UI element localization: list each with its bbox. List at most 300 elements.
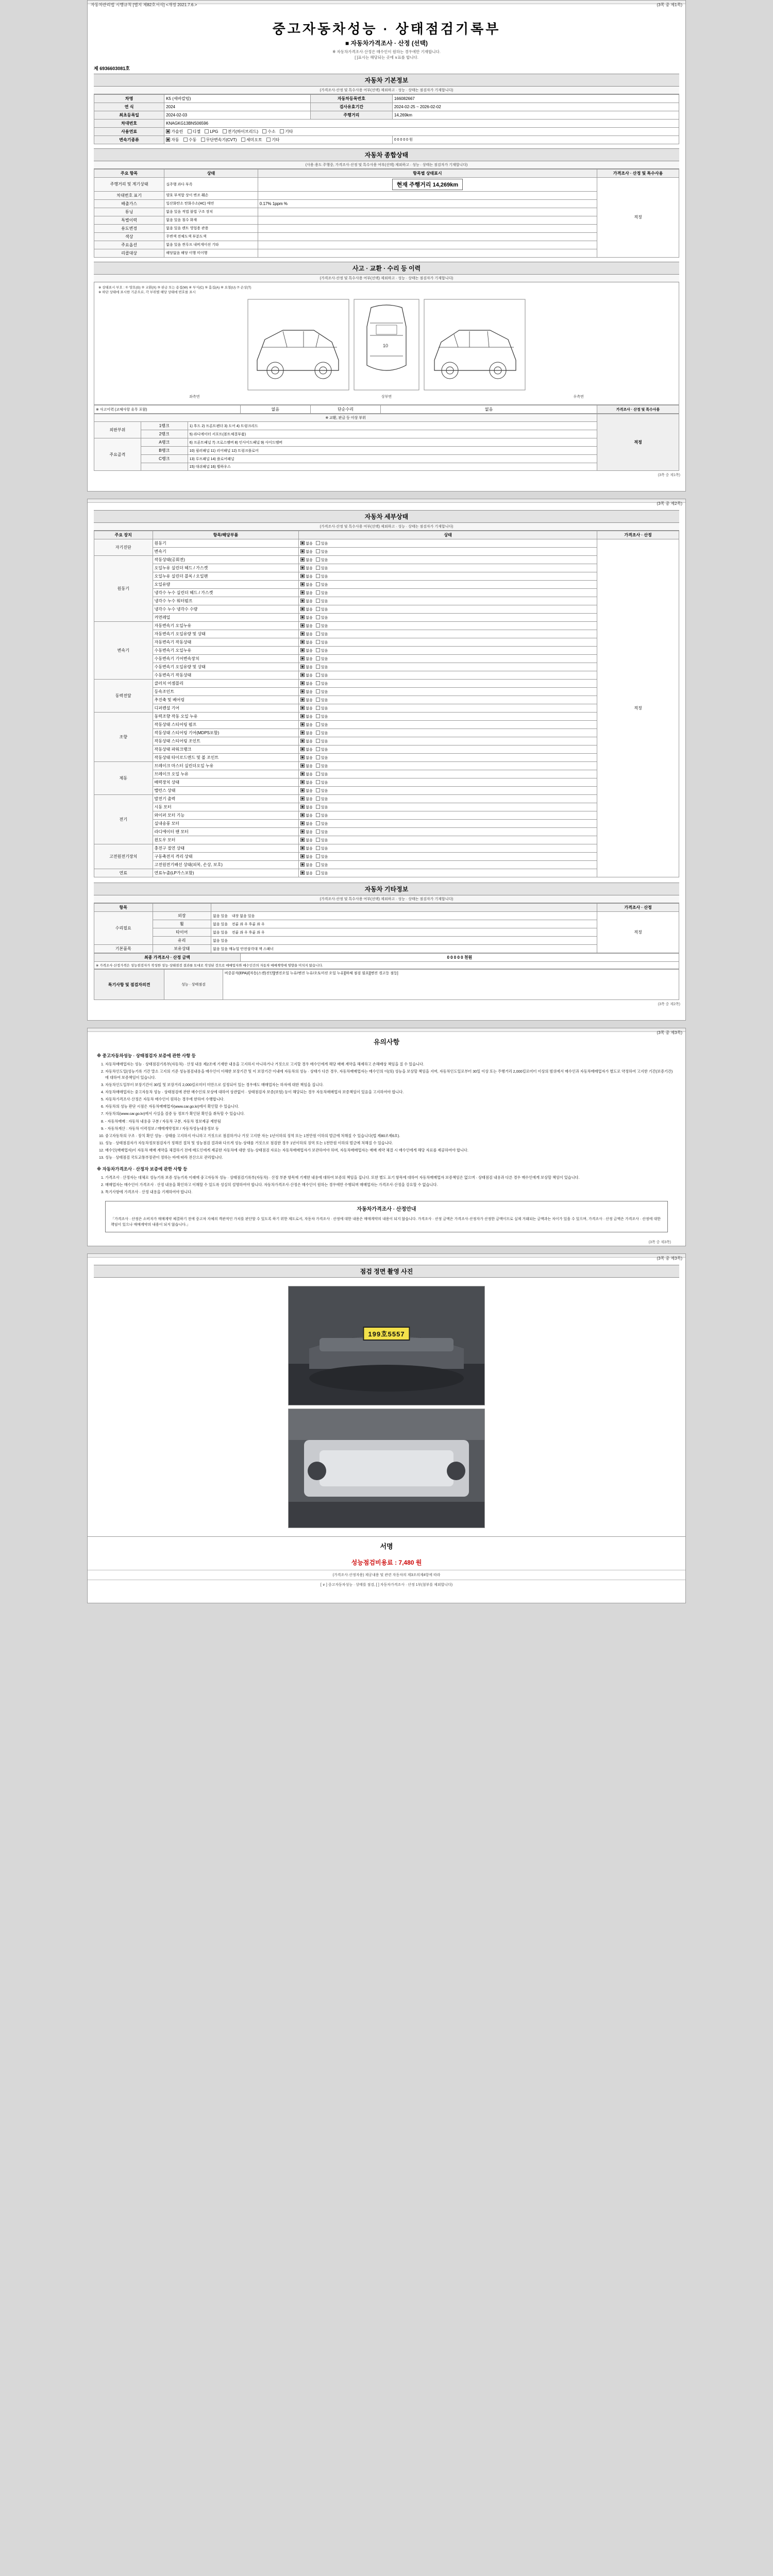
col-state: 상태 <box>164 169 258 177</box>
repair-wheel-label: 휠 <box>153 920 211 928</box>
list-item: 1. 가격조사 · 산정자는 대체로 성능기록 보증 성능기록 이래에 중고자동차 성능 · 상태점검기록부(자동차) · 산정 부분 항목에 기재한 내용에 대하여 보증의 책임을 집니다. 또한 별도 표기 항목에 대하여 자동차매매업자 보증책임은 없으며 · 상태점검 내용과 다른 경우 매수인에게 보상할 책임이 있습니다. <box>105 1175 676 1180</box>
detail-group-label: 동력전달 <box>94 680 153 713</box>
col-rating-2: 가격조사 · 산정 <box>597 531 679 539</box>
detail-item-status[interactable]: 없음 있음 <box>299 671 597 680</box>
table-header-row <box>94 414 679 422</box>
license-plate: 199호5557 <box>363 1327 410 1341</box>
page-indicator-1: (3쪽 중 제1쪽) <box>657 3 682 7</box>
row-color-detail <box>258 232 597 241</box>
table-row <box>94 778 679 787</box>
accident-history-value: 없음 <box>240 405 310 414</box>
detail-item-status[interactable]: 없음 있음 <box>299 811 597 820</box>
detail-item-label: 오일유량 <box>153 581 299 589</box>
row-recall-state: 해당없음 해당 이행 미이행 <box>164 249 258 257</box>
row-emission-detail: 0.17% 1ppm % <box>258 199 597 208</box>
row-mileage-state: 실주행 과다 부족 <box>164 177 258 191</box>
detail-item-status[interactable]: 없음 있음 <box>299 820 597 828</box>
table-row <box>94 622 679 630</box>
table-row <box>94 828 679 836</box>
sheet-1 <box>87 0 686 492</box>
row-mileage-label: 주행거리 및 계기상태 <box>94 177 164 191</box>
fuel-option[interactable]: 가솔린 <box>166 129 183 134</box>
signature-label: 서명 <box>88 1536 685 1555</box>
photo-gallery <box>88 1278 685 1536</box>
overall-state-table <box>94 169 679 258</box>
accident-history-table <box>94 405 679 414</box>
other-rating: 적정 <box>597 912 679 953</box>
table-row <box>94 836 679 844</box>
photo-front-render <box>289 1286 484 1405</box>
table-row <box>94 844 679 853</box>
row-tuning-detail <box>258 208 597 216</box>
table-row <box>94 647 679 655</box>
parts-rank-b: B랭크 <box>141 447 188 455</box>
other-col-3 <box>211 904 597 912</box>
detail-item-status[interactable]: 없음 있음 <box>299 614 597 622</box>
detail-item-status[interactable]: 없음 있음 <box>299 795 597 803</box>
detail-state-title: 자동차 세부상태 <box>94 510 679 523</box>
detail-item-label: 작동상태 파워크랭크 <box>153 745 299 754</box>
detail-item-label: 작동상태(공회전) <box>153 556 299 564</box>
repair-exterior-label: 외장 <box>153 912 211 920</box>
table-header-row <box>94 531 679 539</box>
photo-front[interactable] <box>288 1286 485 1405</box>
value-inspection-period: 2024-02-25 ~ 2026-02-02 <box>392 103 679 111</box>
photo-underbody[interactable] <box>288 1409 485 1528</box>
detail-item-status[interactable]: 없음 있음 <box>299 680 597 688</box>
detail-item-label: 발전기 출력 <box>153 795 299 803</box>
row-usechange-state: 없음 있음 렌트 영업용 관용 <box>164 224 258 232</box>
detail-item-label: 추진축 및 베어링 <box>153 696 299 704</box>
other-col-1: 항목 <box>94 904 153 912</box>
basic-items-label: 기본품목 <box>94 945 153 953</box>
inspection-fee: 성능점검비용료 : 7,480 원 <box>351 1558 422 1566</box>
table-row <box>94 655 679 663</box>
table-row <box>94 945 679 953</box>
detail-item-status[interactable]: 없음 있음 <box>299 754 597 762</box>
final-price-value: 0 0 0 0 0 천원 <box>240 954 679 962</box>
detail-item-status[interactable]: 없음 있음 <box>299 638 597 647</box>
sheet-1-footer: (3쪽 중 제1쪽) <box>658 473 680 477</box>
label-inspection-period: 검사유효기간 <box>310 103 392 111</box>
document-number-label: 제 <box>94 65 98 71</box>
caption-top: 상부면 <box>381 395 392 399</box>
detail-item-status[interactable]: 없음 있음 <box>299 622 597 630</box>
page-subtitle: ■ 자동차가격조사 · 산정 (선택) <box>345 40 428 47</box>
document-number <box>88 64 685 74</box>
detail-item-label: 윈도우 모터 <box>153 836 299 844</box>
detail-item-status[interactable]: 없음 있음 <box>299 721 597 729</box>
detail-state-section <box>94 510 679 877</box>
detail-item-status[interactable]: 없음 있음 <box>299 861 597 869</box>
list-item: 3. 특기사항에 가격조사 · 산정 내용을 기재하여야 합니다. <box>105 1189 676 1195</box>
accident-rank-label: 가격조사 · 산정 및 특수사용 <box>597 405 679 414</box>
detail-item-status[interactable]: 없음 있음 <box>299 696 597 704</box>
table-row <box>94 539 679 548</box>
accident-note: (가격조사·산정 및 특수사용 여부(선택) 제외하고 · 성능 · 상태는 점검자가 기재합니다) <box>94 275 679 282</box>
row-options-detail <box>258 241 597 249</box>
mileage-value: 현재 주행거리 14,269km <box>392 179 463 190</box>
detail-item-status[interactable]: 없음 있음 <box>299 655 597 663</box>
parts-rank-a: A랭크 <box>141 438 188 447</box>
table-row <box>94 447 679 455</box>
detail-item-label: 브레이크 오일 누유 <box>153 770 299 778</box>
detail-group-label: 변속기 <box>94 622 153 680</box>
basic-info-section <box>94 74 679 144</box>
table-row <box>94 422 679 430</box>
table-row <box>94 811 679 820</box>
trans-option[interactable]: 무단변속기(CVT) <box>201 137 237 143</box>
table-row <box>94 438 679 447</box>
table-row <box>94 572 679 581</box>
detail-item-status[interactable]: 없음 있음 <box>299 589 597 597</box>
repair-glass-value: 없음 있음 <box>211 937 597 945</box>
parts-group-frame: 주요골격 <box>94 438 141 471</box>
table-row <box>94 581 679 589</box>
table-row <box>94 232 679 241</box>
row-options-state: 없음 있음 썬루프 내비게이션 기타 <box>164 241 258 249</box>
basic-items-sub: 보유상태 <box>153 945 211 953</box>
page-desc-1: ※ 자동차가격조사·산정은 매수인이 원하는 경우에만 기재합니다. <box>332 49 441 54</box>
detail-item-status[interactable]: 없음 있음 <box>299 688 597 696</box>
detail-item-label: 수동변속기 오일유량 및 상태 <box>153 663 299 671</box>
detail-item-status[interactable]: 없음 있음 <box>299 704 597 713</box>
detail-item-status[interactable]: 없음 있음 <box>299 803 597 811</box>
sheet-3-topbar <box>88 1028 685 1035</box>
list-item: 5. 자동차가격조사·산정은 자동차 매수인이 원하는 경우에 한하여 수행합니다. <box>105 1096 676 1102</box>
row-mileage-detail <box>258 177 597 191</box>
list-item: 2. 매매업자는 매수인이 가격조사 · 산정 내용을 확인하고 이해할 수 있도록 성실히 설명하여야 합니다. 자동차가격조사·산정은 매수인이 원하는 경우에만 수행되며 매매업자는 가격조사·산정을 강요할 수 없습니다. <box>105 1182 676 1188</box>
table-row <box>94 564 679 572</box>
photo-title: 점검 정면 촬영 사진 <box>94 1265 679 1278</box>
sheet-2-topbar <box>88 499 685 506</box>
sheet-2 <box>87 499 686 1021</box>
value-transmission <box>164 135 393 144</box>
parts-rank-c: C랭크 <box>141 455 188 463</box>
detail-group-label: 조향 <box>94 713 153 762</box>
detail-item-status[interactable]: 없음 있음 <box>299 581 597 589</box>
detail-item-status[interactable]: 없음 있음 <box>299 828 597 836</box>
row-usechange-detail <box>258 224 597 232</box>
value-plate: 166082667 <box>392 94 679 103</box>
simple-repair-value: 없음 <box>381 405 597 414</box>
table-row <box>94 680 679 688</box>
detail-item-label: 수동변속기 오일누유 <box>153 647 299 655</box>
row-recall-detail <box>258 249 597 257</box>
list-item: 2. 자동차인도일(성능기록 기간 말소 고지의 기준 성능점검내용을 매수인이 이해한 보장기간 및 이 보장기간 이내에 자동차의 성능 · 상태가 다른 경우, 자동차매매업자는 매수인의 이(의) 성능을 보상할 책임을 지며, 자동차인도일로부터 30일 이상 또는 주행거리 2,000킬로미터 이상의 범위에서 매수인과 자동차매매업자가 별도로 약정하여 고지한 기간(보증기간)에 대하여 보증책임이 있습니다. <box>105 1069 676 1080</box>
detail-item-status[interactable]: 없음 있음 <box>299 844 597 853</box>
label-transmission: 변속기종류 <box>94 135 164 144</box>
basic-info-note: (가격조사·산정 및 특수사용 여부(선택) 제외하고 · 성능 · 상태는 점검자가 기재합니다) <box>94 87 679 94</box>
table-row <box>94 713 679 721</box>
sheet-3 <box>87 1028 686 1246</box>
table-row <box>94 249 679 257</box>
col-device: 주요 장치 <box>94 531 153 539</box>
damage-diagram <box>94 282 679 405</box>
table-row <box>94 430 679 438</box>
table-row <box>94 820 679 828</box>
detail-item-status[interactable]: 없음 있음 <box>299 556 597 564</box>
detail-item-label: 자동변속기 오일유량 및 상태 <box>153 630 299 638</box>
label-fuel: 사용연료 <box>94 127 164 135</box>
detail-item-status[interactable]: 없음 있음 <box>299 745 597 754</box>
repair-tire-label: 타이어 <box>153 928 211 937</box>
notice-title: 유의사항 <box>373 1038 400 1046</box>
repair-tire-value: 없음 있음 전륜 좌 우 후륜 좌 우 <box>211 928 597 937</box>
detail-item-status[interactable]: 없음 있음 <box>299 737 597 745</box>
diagram-legend-2: ※ 하단 상태에 표시한 기준으로, 각 부위별 해당 상태에 번호를 표시 <box>98 291 196 295</box>
table-row <box>94 135 679 144</box>
list-item: 1. 자동차매매업자는 성능 · 상태점검기록부(자동차) · 산정 내용 제2조에 기재한 내용을 고지하지 아니하거나 거짓으로 고지할 경우 매수인에게 해당 매매 계약을 해제하고 손해배상 책임을 질 수 있습니다. <box>105 1061 676 1067</box>
page-indicator-3: (3쪽 중 제3쪽) <box>657 1030 682 1035</box>
detail-item-label: 시동 모터 <box>153 803 299 811</box>
sheet-4-topbar <box>88 1254 685 1261</box>
special-notes-sub: 성능 · 상태점검 <box>164 970 223 1000</box>
final-price-table <box>94 953 679 969</box>
detail-item-label: 냉각수 누수 실린더 헤드 / 가스켓 <box>153 589 299 597</box>
label-year: 연 식 <box>94 103 164 111</box>
basic-items-value: 없음 있음 매뉴얼 안전삼각대 잭 스패너 <box>211 945 597 953</box>
detail-item-status[interactable]: 없음 있음 <box>299 539 597 548</box>
table-row <box>94 912 679 920</box>
parts-rating: 적정 <box>597 414 679 471</box>
detail-item-status[interactable]: 없음 있음 <box>299 869 597 877</box>
detail-item-label: 자동변속기 작동상태 <box>153 638 299 647</box>
car-side-left-diagram <box>247 298 350 391</box>
detail-item-status[interactable]: 없음 있음 <box>299 647 597 655</box>
table-row <box>94 119 679 127</box>
doc-footer-2: [ ∨ ] 중고자동차성능 · 상태를 점검, [ ] 자동차가격조사 · 산정 1부(첨부를 제외합니다) <box>88 1580 685 1589</box>
notice-section <box>88 1037 685 1246</box>
notice-subhead-2: ※ 자동차가격조사 · 산정자 보증에 관한 사항 등 <box>97 1166 188 1172</box>
table-row <box>94 688 679 696</box>
table-row <box>94 241 679 249</box>
detail-state-table <box>94 531 679 877</box>
list-item: 10. 중고자동차의 구조 · 장치 확인 성능 · 상태를 고지하지 아니하고 거짓으로 점검하거나 거짓 고지한 자는 1년이하의 징역 또는 1천만원 이하의 벌금에 처해질 수 있습니다(법 제80조제6호). <box>105 1133 676 1139</box>
row-rating: 적정 <box>597 177 679 257</box>
col-detail: 항목별 상태표시 <box>258 169 597 177</box>
table-row <box>94 795 679 803</box>
detail-item-label: 냉각수 누수 워터펌프 <box>153 597 299 605</box>
price-survey-guide-body: 「가격조사 · 산정은 소비자가 매매계약 체결하기 전에 중고차 자체의 객관적인 가치를 판단할 수 있도록 하기 위한 제도로서, 자동차 가격조사 · 산정에 대한 내용은 매매계약의 내용이 되지 않습니다. 가격조사 · 산정 금액은 가격조사·산정자가 산정한 금액이므로 실제 거래되는 금액과는 차이가 있을 수 있으며, 가격조사 · 산정 금액은 가격조사 · 산정에 대한 책임이 있으나 매매계약의 내용이 되지 않습니다.」 <box>111 1217 661 1227</box>
parts-rank-2: 2랭크 <box>141 430 188 438</box>
detail-item-label: 자동변속기 오일누유 <box>153 622 299 630</box>
other-info-note: (가격조사·산정 및 특수사용 여부(선택) 제외하고 · 성능 · 상태는 점검자가 기재합니다) <box>94 895 679 903</box>
table-row <box>94 721 679 729</box>
parts-list-c: 13) 루프패널 14) 플로어패널 <box>188 455 597 463</box>
list-item: 13. 성능 · 상태점검 국토교통부장관이 정하는 바에 따라 전산으로 관리합니다. <box>105 1155 676 1160</box>
parts-list-d: 15) 대쉬패널 16) 휠하우스 <box>188 463 597 471</box>
caption-left: 좌측면 <box>189 395 200 399</box>
detail-item-label: 수동변속기 작동상태 <box>153 671 299 680</box>
col-main-item: 주요 항목 <box>94 169 164 177</box>
detail-item-status[interactable]: 없음 있음 <box>299 548 597 556</box>
table-row <box>94 853 679 861</box>
row-history-state: 없음 있음 침수 화재 <box>164 216 258 224</box>
fuel-option[interactable]: 전기(하이브리드) <box>223 129 258 134</box>
detail-item-label: 라디에이터 팬 모터 <box>153 828 299 836</box>
overall-state-title: 자동차 종합상태 <box>94 148 679 161</box>
detail-item-status[interactable]: 없음 있음 <box>299 770 597 778</box>
notice-extra-list <box>97 1175 676 1195</box>
repair-glass-label: 유리 <box>153 937 211 945</box>
table-row <box>94 861 679 869</box>
table-row <box>94 216 679 224</box>
special-notes-table <box>94 969 679 1000</box>
repair-wheel-value: 없음 있음 전륜 좌 우 후륜 좌 우 <box>211 920 597 928</box>
table-row <box>94 177 679 191</box>
row-vin-state: 양호 부적합 상이 변조 훼손 <box>164 191 258 199</box>
table-row <box>94 704 679 713</box>
row-options-label: 주요옵션 <box>94 241 164 249</box>
list-item: 9. - 자동차계산 : 자동차 이력정보 / 매매계약정보 / 자동차성능내용정보 등 <box>105 1126 676 1131</box>
detail-item-label: 디퍼렌셜 기어 <box>153 704 299 713</box>
fuel-option[interactable]: 수소 <box>262 129 275 134</box>
detail-item-label: 배력장치 상태 <box>153 778 299 787</box>
parts-list-b: 10) 필러패널 11) 리어패널 12) 트렁크플로어 <box>188 447 597 455</box>
detail-item-label: 커먼레일 <box>153 614 299 622</box>
row-color-label: 색상 <box>94 232 164 241</box>
detail-item-status[interactable]: 없음 있음 <box>299 564 597 572</box>
table-row <box>94 111 679 119</box>
list-item: 12. 매수인(매매업자)이 자동차 매매 계약을 체결하기 전에 매도인에게 제공한 자동차에 대한 성능·상태점검 자료는 자동차매매업자가 보관하여야 하며, 자동차매매업자는 매매 계약 체결 시 매수인에게 해당 자료를 제공하여야 합니다. <box>105 1147 676 1153</box>
detail-item-status[interactable]: 없음 있음 <box>299 787 597 795</box>
accident-section <box>94 262 679 471</box>
caption-right: 우측면 <box>573 395 584 399</box>
trans-option[interactable]: 자동 <box>166 137 179 143</box>
row-history-detail <box>258 216 597 224</box>
row-usechange-label: 용도변경 <box>94 224 164 232</box>
detail-item-label: 오일누유 실린더 블록 / 오일팬 <box>153 572 299 581</box>
simple-repair-label: 단순수리 <box>310 405 380 414</box>
detail-item-status[interactable]: 없음 있음 <box>299 713 597 721</box>
table-row <box>94 869 679 877</box>
table-row <box>94 937 679 945</box>
list-item: 4. 자동차매매업자는 중고자동차 성능 · 상태점검에 관한 매수인의 보상에 대하여 상관없이 · 상태점검자 보증(보험) 등이 해당되는 경우 자동차매매업자 보증책임이 있음을 고지하여야 합니다. <box>105 1089 676 1095</box>
value-mileage: 14,269km <box>392 111 679 119</box>
table-row <box>94 589 679 597</box>
row-tuning-label: 튜닝 <box>94 208 164 216</box>
label-mileage: 주행거리 <box>310 111 392 119</box>
detail-item-status[interactable]: 없음 있음 <box>299 663 597 671</box>
table-row <box>94 199 679 208</box>
table-row <box>94 597 679 605</box>
overall-state-note: (사용·용도 주행중, 가격조사·산정 및 특수사용 여부(선택) 제외하고 · 성능 · 상태는 점검자가 기재합니다) <box>94 161 679 169</box>
detail-item-status[interactable]: 없음 있음 <box>299 762 597 770</box>
table-row <box>94 762 679 770</box>
document-number-value: 6936603081호 <box>99 65 130 71</box>
detail-item-label: 변속기 <box>153 548 299 556</box>
detail-item-label: 동력조향 작동 오일 누유 <box>153 713 299 721</box>
diagram-legend-1: ※ 상태표시 부호 : ① 양호(G) ② 교환(X) ③ 판금 또는 용접(W) ④ 부식(C) ⑤ 흠집(A) ⑥ 요철(U) ⑦ 손상(T) <box>98 285 251 290</box>
doc-footer-1: (가격조사·산정자용) 제공내용 및 관련 자동차의 제3조의제4항에 따라 <box>88 1570 685 1580</box>
parts-list-a: 6) 프론트패널 7) 크로스멤버 8) 인사이드패널 9) 사이드멤버 <box>188 438 597 447</box>
detail-item-label: 등속조인트 <box>153 688 299 696</box>
detail-item-status[interactable]: 없음 있음 <box>299 778 597 787</box>
sheet-1-topbar <box>88 1 685 7</box>
detail-item-label: 실내송풍 모터 <box>153 820 299 828</box>
detail-item-label: 구동축전지 격리 상태 <box>153 853 299 861</box>
accident-history-label: ※ 사고이력 (교체사항 유무 포함) <box>94 405 241 414</box>
row-vin-label: 차대번호 표기 <box>94 191 164 199</box>
detail-item-status[interactable]: 없음 있음 <box>299 605 597 614</box>
photo-section <box>88 1258 685 1603</box>
detail-group-label: 연료 <box>94 869 153 877</box>
table-row <box>94 962 679 969</box>
fuel-option[interactable]: LPG <box>205 129 218 134</box>
trans-option[interactable]: 수동 <box>183 137 196 143</box>
table-row <box>94 970 679 1000</box>
table-row <box>94 208 679 216</box>
table-row <box>94 638 679 647</box>
list-item: 6. 자동차의 성능 판단 시점은 자동차매매업자(www.car.go.kr)에서 확인할 수 있습니다. <box>105 1104 676 1109</box>
damaged-parts-table <box>94 414 679 471</box>
table-row <box>94 191 679 199</box>
price-survey-guide <box>105 1201 668 1232</box>
detail-group-label: 제동 <box>94 762 153 795</box>
trans-option[interactable]: 세미오토 <box>241 137 262 143</box>
parts-rank-d <box>141 463 188 471</box>
parts-list-1: 1) 후드 2) 프론트펜더 3) 도어 4) 트렁크리드 <box>188 422 597 430</box>
detail-item-status[interactable]: 없음 있음 <box>299 630 597 638</box>
diagram-captions <box>98 394 675 401</box>
table-row <box>94 103 679 111</box>
table-row <box>94 630 679 638</box>
detail-item-label: 밸런스 상태 <box>153 787 299 795</box>
fuel-option[interactable]: 디젤 <box>188 129 200 134</box>
trans-option[interactable]: 기타 <box>266 137 279 143</box>
detail-group-label: 고전원전기장치 <box>94 844 153 869</box>
car-side-right-diagram <box>423 298 526 391</box>
repair-needed-label: 수리필요 <box>94 912 153 945</box>
overall-state-section <box>94 148 679 258</box>
sheet-2-footer: (3쪽 중 제2쪽) <box>658 1003 680 1006</box>
table-row <box>94 224 679 232</box>
detail-item-status[interactable]: 없음 있음 <box>299 729 597 737</box>
detail-item-label: 오일누유 실린더 헤드 / 가스켓 <box>153 564 299 572</box>
detail-item-status[interactable]: 없음 있음 <box>299 597 597 605</box>
basic-info-table <box>94 94 679 144</box>
detail-item-status[interactable]: 없음 있음 <box>299 836 597 844</box>
car-diagram-group <box>98 295 675 394</box>
table-row <box>94 737 679 745</box>
table-row <box>94 770 679 778</box>
detail-item-label: 작동상태 스티어링 펌프 <box>153 721 299 729</box>
final-price-note: ※ 가격조사·산정가격은 성능점검자가 작성한 성능·상태점검 결과를 토대로 작성된 것으로 매매업자와 매수인간의 자동차 매매계약에 영향을 미치지 않습니다. <box>94 962 679 969</box>
parts-rank-1: 1랭크 <box>141 422 188 430</box>
special-notes-label: 특기사항 및 점검자의견 <box>94 970 164 1000</box>
row-vin-detail <box>258 191 597 199</box>
label-vin: 차대번호 <box>94 119 164 127</box>
list-item: 11. 성능 · 상태점검자가 자동차정보점검자가 정해진 절차 및 성능점검 결과와 다르게 성능·상태를 거짓으로 점검한 경우 1년이하의 징역 또는 1천만원 이하의 벌금에 처해질 수 있습니다. <box>105 1140 676 1146</box>
table-header-row <box>94 169 679 177</box>
table-row <box>94 548 679 556</box>
detail-item-status[interactable]: 없음 있음 <box>299 572 597 581</box>
detail-item-label: 작동상태 타이로드엔드 및 볼 조인트 <box>153 754 299 762</box>
detail-item-status[interactable]: 없음 있음 <box>299 853 597 861</box>
detail-item-label: 클러치 어셈블리 <box>153 680 299 688</box>
list-item: 3. 자동차인도일부터 보장기간이 30일 및 보장거리 2,000킬로미터 미만으로 설정되어 있는 경우에도 매매업자는 하자에 대한 책임을 집니다. <box>105 1082 676 1088</box>
row-emission-state: 일산화탄소 탄화수소(HC) 매연 <box>164 199 258 208</box>
detail-group-label: 자기진단 <box>94 539 153 556</box>
table-row <box>94 920 679 928</box>
table-row <box>94 614 679 622</box>
table-row <box>94 729 679 737</box>
fuel-option[interactable]: 기타 <box>280 129 293 134</box>
repair-exterior-value: 없음 있음 내장 없음 있음 <box>211 912 597 920</box>
detail-item-label: 브레이크 마스터 실린더오일 누유 <box>153 762 299 770</box>
detail-rating: 적정 <box>597 539 679 877</box>
